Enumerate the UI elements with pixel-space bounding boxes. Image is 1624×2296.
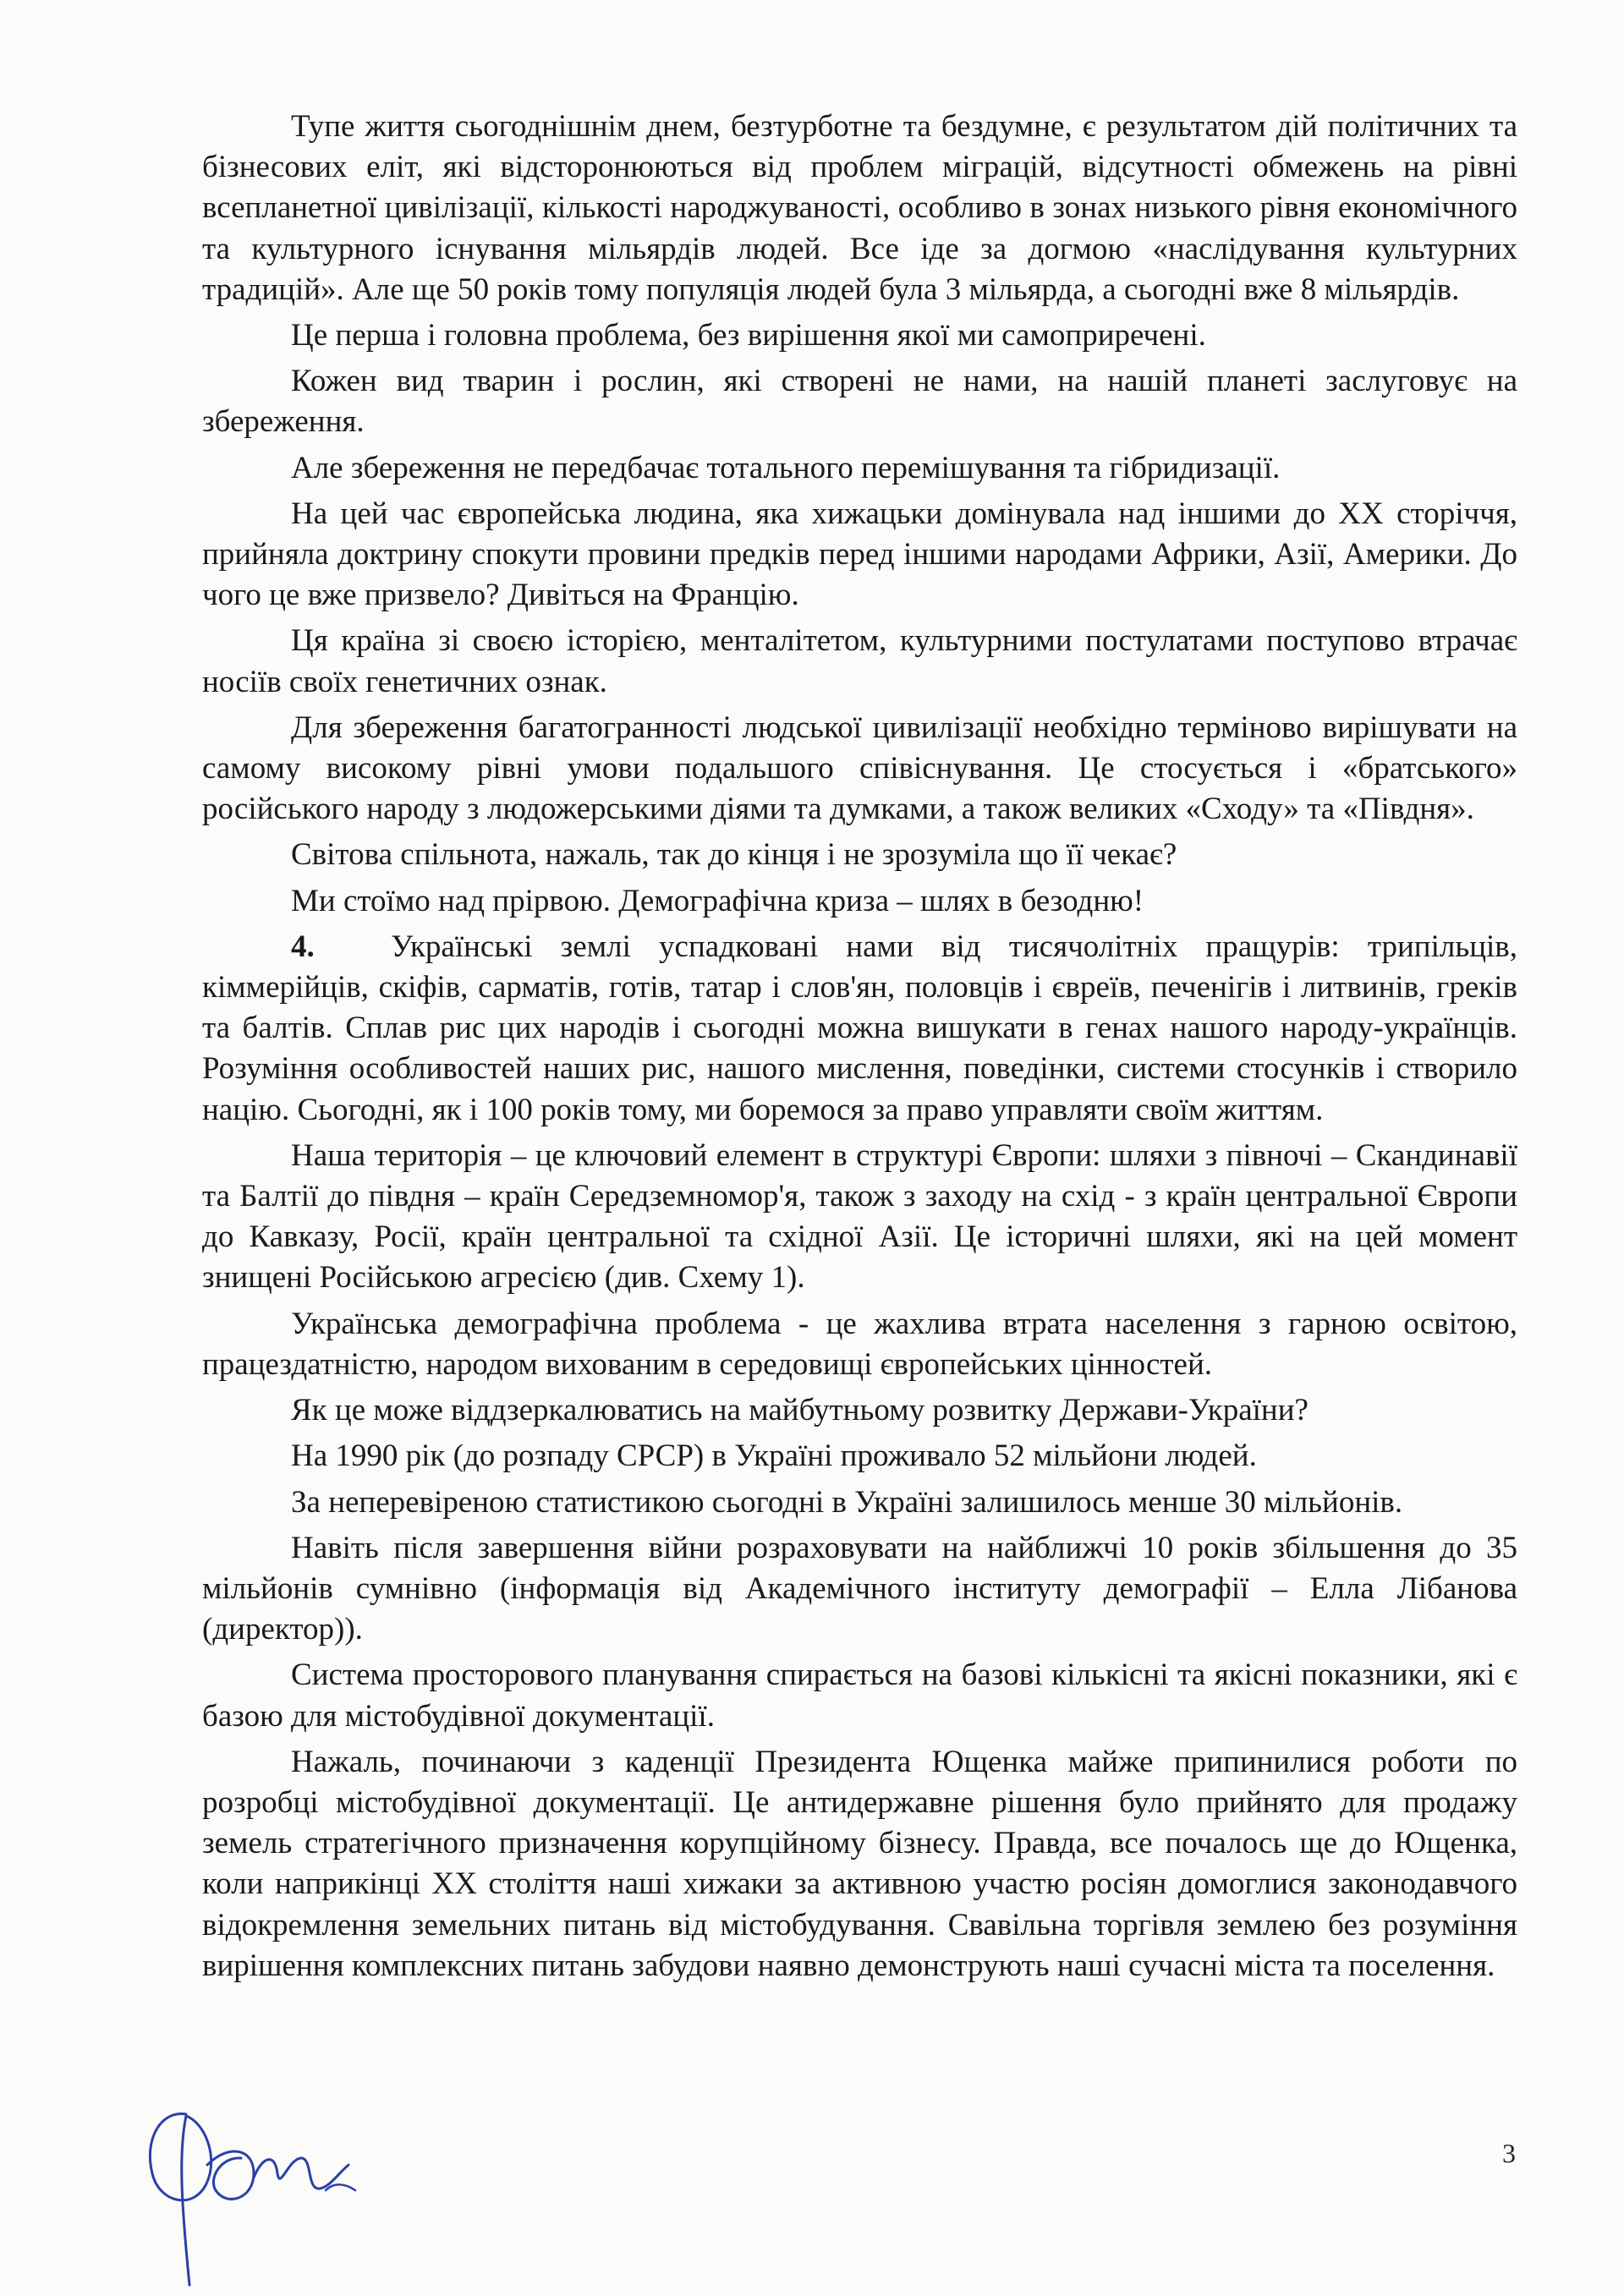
paragraph: За неперевіреною статистикою сьогодні в Україні залишилось менше 30 мільйонів. (291, 1484, 1403, 1520)
paragraph: Це перша і головна проблема, без вирішення якої ми самоприречені. (291, 318, 1206, 353)
document-body (202, 107, 1517, 1992)
paragraph: Наша територія – це ключовий елемент в структурі Європи: шляхи з півночі – Скандинавії та Балтії до півдня – країн Середземномор'я, також з заходу на схід - з країн центральної Європи до Кавказу, Росії, країн центральної та східної Азії. Це історичні шляхи, які на цей момент знищені Російською агресією (див. Схему 1). (202, 1137, 1517, 1296)
section-number: 4. (291, 929, 315, 964)
paragraph: Ця країна зі своєю історією, менталітетом, культурними постулатами поступово втрачає носіїв своїх генетичних ознак. (202, 623, 1517, 699)
paragraph: Система просторового планування спирається на базові кількісні та якісні показники, які є базою для містобудівної документації. (202, 1658, 1517, 1734)
paragraph: Навіть після завершення війни розраховувати на найближчі 10 років збільшення до 35 мільйонів сумнівно (інформація від Академічного інституту демографії – Елла Лібанова (директор)). (202, 1530, 1517, 1647)
numbered-paragraph (202, 927, 1517, 1131)
paragraph: Тупе життя сьогоднішнім днем, безтурботне та бездумне, є результатом дій політичних та бізнесових еліт, які відсторонюються від проблем міграцій, відсутності обмежень на рівні всепланетної цивілізації, кількості народжуваності, особливо в зонах низького рівня економічного та культурного існування мільярдів людей. Все іде за догмою «наслідування культурних традицій». Але ще 50 років тому популяція людей була 3 мільярда, а сьогодні вже 8 мільярдів. (202, 109, 1517, 307)
numbered-paragraph-text: Українські землі успадковані нами від тисячолітніх пращурів: трипільців, кіммерійців, скіфів, сарматів, готів, татар і слов'ян, половців і євреїв, печенігів і литвинів, греків та балтів. Сплав рис цих народів і сьогодні можна вишукати в генах нашого народу-українців. Розуміння особливостей наших рис, нашого мислення, поведінки, системи стосунків і створило націю. Сьогодні, як і 100 років тому, ми боремося за право управляти своїм життям. (202, 929, 1517, 1127)
paragraph: Кожен вид тварин і рослин, які створені не нами, на нашій планеті заслуговує на збереження. (202, 364, 1517, 440)
paragraph: На цей час європейська людина, яка хижацьки домінувала над іншими до XX сторіччя, прийняла доктрину спокути провини предків перед іншими народами Африки, Азії, Америки. До чого це вже призвело? Дивіться на Францію. (202, 496, 1517, 613)
paragraph: Нажаль, починаючи з каденції Президента Ющенка майже припинилися роботи по розробці містобудівної документації. Це антидержавне рішення було прийнято для продажу земель стратегічного призначення корупційному бізнесу. Правда, все почалось ще до Ющенка, коли наприкінці XX століття наші хижаки за активною участю росіян домоглися законодавчого відокремлення земельних питань від містобудування. Свавільна торгівля землею без розуміння вирішення комплексних питань забудови наявно демонструють наші сучасні міста та поселення. (202, 1744, 1517, 1983)
paragraph: Для збереження багатогранності людської цивилізації необхідно терміново вирішувати на самому високому рівні умови подальшого співіснування. Це стосується і «братського» російського народу з людожерськими діями та думками, а також великих «Сходу» та «Півдня». (202, 710, 1517, 827)
handwritten-signature (127, 2063, 372, 2292)
paragraph: Ми стоїмо над прірвою. Демографічна криза – шлях в безодню! (291, 883, 1144, 918)
paragraph: Як це може віддзеркалюватись на майбутньому розвитку Держави-України? (291, 1393, 1309, 1428)
paragraph: Але збереження не передбачає тотального перемішування та гібридизації. (291, 450, 1281, 485)
paragraph: Українська демографічна проблема - це жахлива втрата населення з гарною освітою, працездатністю, народом вихованим в середовищі європейських цінностей. (202, 1306, 1517, 1382)
page-number: 3 (1502, 2138, 1516, 2168)
paragraph: На 1990 рік (до розпаду СРСР) в Україні проживало 52 мільйони людей. (291, 1438, 1257, 1474)
paragraph: Світова спільнота, нажаль, так до кінця і не зрозуміла що її чекає? (291, 837, 1177, 873)
